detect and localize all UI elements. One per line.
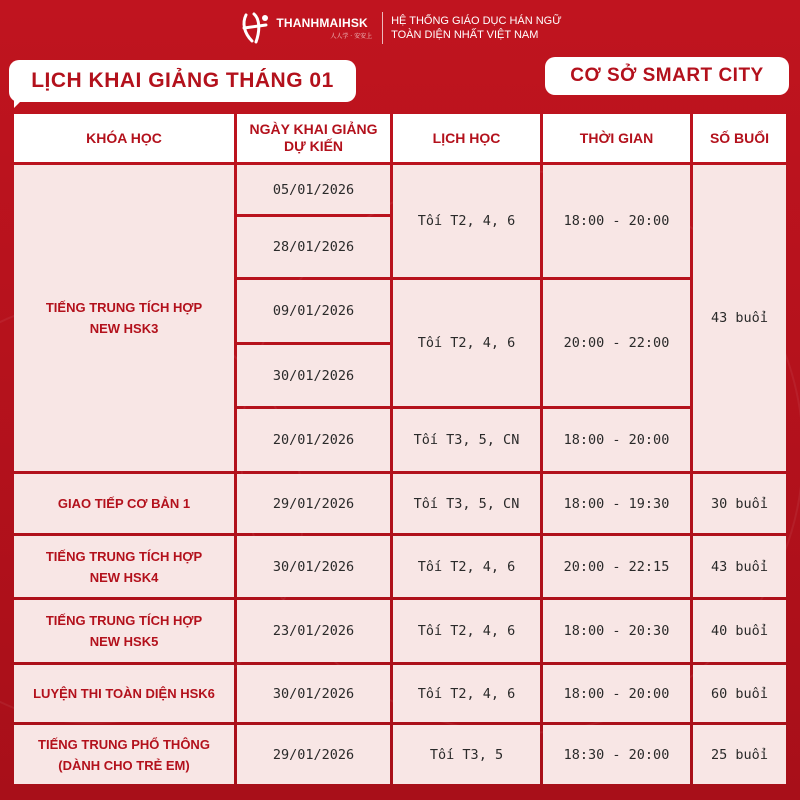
course-name-cell — [14, 665, 234, 722]
table-header-row — [14, 114, 786, 162]
time-cell: 20:00 - 22:15 — [543, 536, 690, 597]
course-name-line-1: TIẾNG TRUNG PHỔ THÔNG — [38, 736, 210, 752]
sessions-cell: 25 buổi — [693, 725, 786, 784]
schedule-cell: Tối T2, 4, 6 — [393, 280, 540, 406]
start-date-cell: 05/01/2026 — [237, 165, 390, 214]
course-name-cell — [14, 474, 234, 533]
schedule-cell: Tối T2, 4, 6 — [393, 665, 540, 722]
page-title: LỊCH KHAI GIẢNG THÁNG 01 — [9, 60, 356, 102]
table-row — [14, 725, 786, 784]
table-row — [14, 600, 786, 662]
header-start-date-line-1: NGÀY KHAI GIẢNG — [249, 121, 378, 137]
sessions-cell: 30 buổi — [693, 474, 786, 533]
course-name-line-1: TIẾNG TRUNG TÍCH HỢP — [45, 548, 203, 564]
course-name-line-2: NEW HSK4 — [89, 569, 159, 585]
sessions-cell: 43 buổi — [693, 165, 786, 471]
time-cell: 18:00 - 20:00 — [543, 165, 690, 277]
sessions-cell: 40 buổi — [693, 600, 786, 662]
table-row — [14, 665, 786, 722]
time-cell: 18:00 - 20:30 — [543, 600, 690, 662]
tagline — [391, 14, 562, 42]
header-start-date — [237, 114, 390, 162]
time-cell: 18:00 - 19:30 — [543, 474, 690, 533]
schedule-table — [11, 111, 789, 787]
time-cell: 18:30 - 20:00 — [543, 725, 690, 784]
start-date-cell: 20/01/2026 — [237, 409, 390, 471]
table-row — [14, 165, 786, 214]
start-date-cell: 28/01/2026 — [237, 217, 390, 277]
start-date-cell: 09/01/2026 — [237, 280, 390, 342]
time-cell: 18:00 - 20:00 — [543, 409, 690, 471]
header-start-date-line-2: DỰ KIẾN — [283, 138, 344, 154]
start-date-cell: 29/01/2026 — [237, 474, 390, 533]
course-name-cell — [14, 600, 234, 662]
course-name-line-2: NEW HSK3 — [89, 321, 159, 336]
brand-name: THANHMAIHSK — [276, 16, 368, 30]
sessions-cell: 60 buổi — [693, 665, 786, 722]
time-cell: 18:00 - 20:00 — [543, 665, 690, 722]
header-divider — [382, 12, 383, 44]
time-cell: 20:00 - 22:00 — [543, 280, 690, 406]
course-name-line-1: GIAO TIẾP CƠ BẢN 1 — [57, 496, 191, 511]
sessions-cell: 43 buổi — [693, 536, 786, 597]
schedule-cell: Tối T2, 4, 6 — [393, 165, 540, 277]
start-date-cell: 30/01/2026 — [237, 345, 390, 406]
header-schedule: LỊCH HỌC — [393, 114, 540, 162]
start-date-cell: 30/01/2026 — [237, 665, 390, 722]
table-row — [14, 474, 786, 533]
start-date-cell: 30/01/2026 — [237, 536, 390, 597]
course-name-cell — [14, 536, 234, 597]
header-course: KHÓA HỌC — [14, 114, 234, 162]
start-date-cell: 23/01/2026 — [237, 600, 390, 662]
schedule-cell: Tối T2, 4, 6 — [393, 600, 540, 662]
brand-logo-icon — [238, 11, 272, 45]
brand — [276, 16, 372, 40]
course-name-line-1: TIẾNG TRUNG TÍCH HỢP — [45, 300, 203, 315]
schedule-cell: Tối T3, 5, CN — [393, 409, 540, 471]
course-name-line-2: (DÀNH CHO TRẺ EM) — [58, 757, 190, 773]
course-name-cell — [14, 725, 234, 784]
schedule-cell: Tối T3, 5 — [393, 725, 540, 784]
campus-badge: CƠ SỞ SMART CITY — [545, 57, 789, 95]
schedule-cell: Tối T3, 5, CN — [393, 474, 540, 533]
header-time: THỜI GIAN — [543, 114, 690, 162]
schedule-cell: Tối T2, 4, 6 — [393, 536, 540, 597]
course-name-line-2: NEW HSK5 — [89, 634, 159, 649]
course-name-line-1: LUYỆN THI TOÀN DIỆN HSK6 — [33, 686, 215, 701]
start-date-cell: 29/01/2026 — [237, 725, 390, 784]
course-name-cell — [14, 165, 234, 471]
header — [0, 6, 800, 50]
tagline-line-1: HỆ THỐNG GIÁO DỤC HÁN NGỮ — [391, 15, 562, 27]
table-row — [14, 536, 786, 597]
course-name-line-1: TIẾNG TRUNG TÍCH HỢP — [45, 613, 203, 628]
tagline-line-2: TOÀN DIỆN NHẤT VIỆT NAM — [391, 29, 539, 41]
brand-subtitle: 人人学 · 安安上 — [330, 33, 373, 40]
header-sessions: SỐ BUỔI — [693, 114, 786, 162]
